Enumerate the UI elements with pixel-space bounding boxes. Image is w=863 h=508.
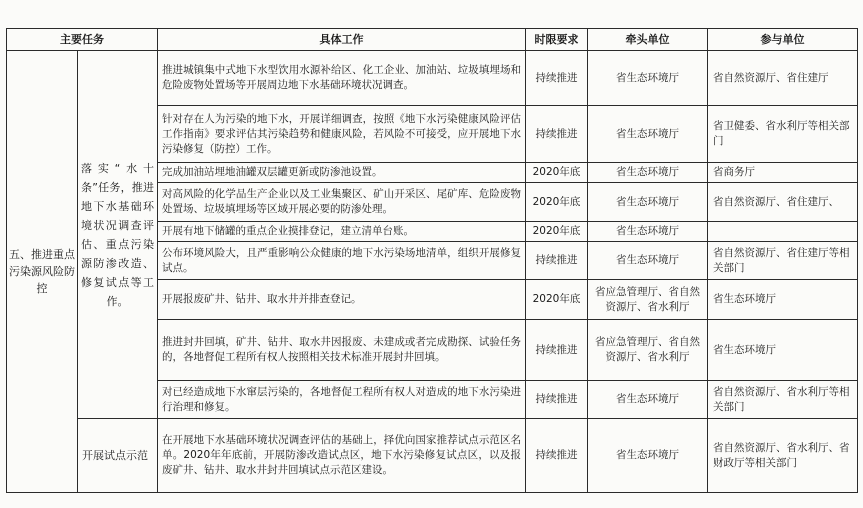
participants-cell: 省自然资源厅、省水利厅、省财政厅等相关部门	[708, 419, 858, 493]
time-cell: 持续推进	[526, 242, 588, 280]
lead-cell: 省生态环境厅	[588, 222, 708, 242]
work-cell: 公布环境风险大，且严重影响公众健康的地下水污染场地清单，组织开展修复试点。	[158, 242, 526, 280]
header-row	[7, 29, 858, 51]
header-time-limit: 时限要求	[526, 29, 588, 51]
work-cell: 完成加油站埋地油罐双层罐更新或防渗池设置。	[158, 163, 526, 183]
subtask-cell: 落实“水十条”任务，推进地下水基础环境状况调查评估、重点污染源防渗改造、修复试点等工作。	[78, 51, 158, 419]
participants-cell: 省自然资源厅、省住建厅	[708, 51, 858, 106]
work-cell: 针对存在人为污染的地下水，开展详细调查，按照《地下水污染健康风险评估工作指南》要求评估其污染趋势和健康风险，若风险不可接受，应开展地下水污染修复（防控）工作。	[158, 106, 526, 163]
participants-cell: 省商务厅	[708, 163, 858, 183]
work-cell: 在开展地下水基础环境状况调查评估的基础上，择优向国家推荐试点示范区名单。2020年年底前，开展防渗改造试点区，地下水污染修复试点区，以及报废矿井、钻井、取水井封井回填试点示范区建设。	[158, 419, 526, 493]
participants-cell: 省生态环境厅	[708, 320, 858, 381]
header-main-task: 主要任务	[7, 29, 158, 51]
header-participating-units: 参与单位	[708, 29, 858, 51]
lead-cell: 省生态环境厅	[588, 106, 708, 163]
time-cell: 2020年底	[526, 222, 588, 242]
header-specific-work: 具体工作	[158, 29, 526, 51]
participants-cell: 省生态环境厅	[708, 280, 858, 320]
table-row	[7, 51, 858, 106]
time-cell: 持续推进	[526, 51, 588, 106]
time-cell: 2020年底	[526, 183, 588, 222]
lead-cell: 省生态环境厅	[588, 419, 708, 493]
work-cell: 对高风险的化学品生产企业以及工业集聚区、矿山开采区、尾矿库、危险废物处置场、垃圾填埋场等区域开展必要的防渗处理。	[158, 183, 526, 222]
lead-cell: 省生态环境厅	[588, 242, 708, 280]
time-cell: 2020年底	[526, 163, 588, 183]
participants-cell: 省自然资源厅、省水利厅等相关部门	[708, 381, 858, 419]
table-row	[7, 419, 858, 493]
work-cell: 开展有地下储罐的重点企业摸排登记，建立清单台账。	[158, 222, 526, 242]
lead-cell: 省应急管理厅、省自然资源厅、省水利厅	[588, 280, 708, 320]
lead-cell: 省应急管理厅、省自然资源厅、省水利厅	[588, 320, 708, 381]
task-table	[6, 28, 858, 493]
participants-cell	[708, 222, 858, 242]
category-cell: 五、推进重点污染源风险防控	[7, 51, 78, 493]
lead-cell: 省生态环境厅	[588, 51, 708, 106]
work-cell: 推进城镇集中式地下水型饮用水源补给区、化工企业、加油站、垃圾填埋场和危险废物处置场等开展周边地下水基础环境状况调查。	[158, 51, 526, 106]
lead-cell: 省生态环境厅	[588, 183, 708, 222]
time-cell: 持续推进	[526, 320, 588, 381]
participants-cell: 省卫健委、省水利厅等相关部门	[708, 106, 858, 163]
time-cell: 持续推进	[526, 419, 588, 493]
time-cell: 持续推进	[526, 381, 588, 419]
work-cell: 推进封井回填，矿井、钻井、取水井因报废、未建成或者完成勘探、试验任务的，各地督促工程所有权人按照相关技术标准开展封井回填。	[158, 320, 526, 381]
lead-cell: 省生态环境厅	[588, 163, 708, 183]
subtask-cell: 开展试点示范	[78, 419, 158, 493]
work-cell: 开展报废矿井、钻井、取水井并排查登记。	[158, 280, 526, 320]
header-lead-unit: 牵头单位	[588, 29, 708, 51]
work-cell: 对已经造成地下水窜层污染的，各地督促工程所有权人对造成的地下水污染进行治理和修复。	[158, 381, 526, 419]
time-cell: 持续推进	[526, 106, 588, 163]
participants-cell: 省自然资源厅、省住建厅等相关部门	[708, 242, 858, 280]
participants-cell: 省自然资源厅、省住建厅、	[708, 183, 858, 222]
lead-cell: 省生态环境厅	[588, 381, 708, 419]
time-cell: 2020年底	[526, 280, 588, 320]
